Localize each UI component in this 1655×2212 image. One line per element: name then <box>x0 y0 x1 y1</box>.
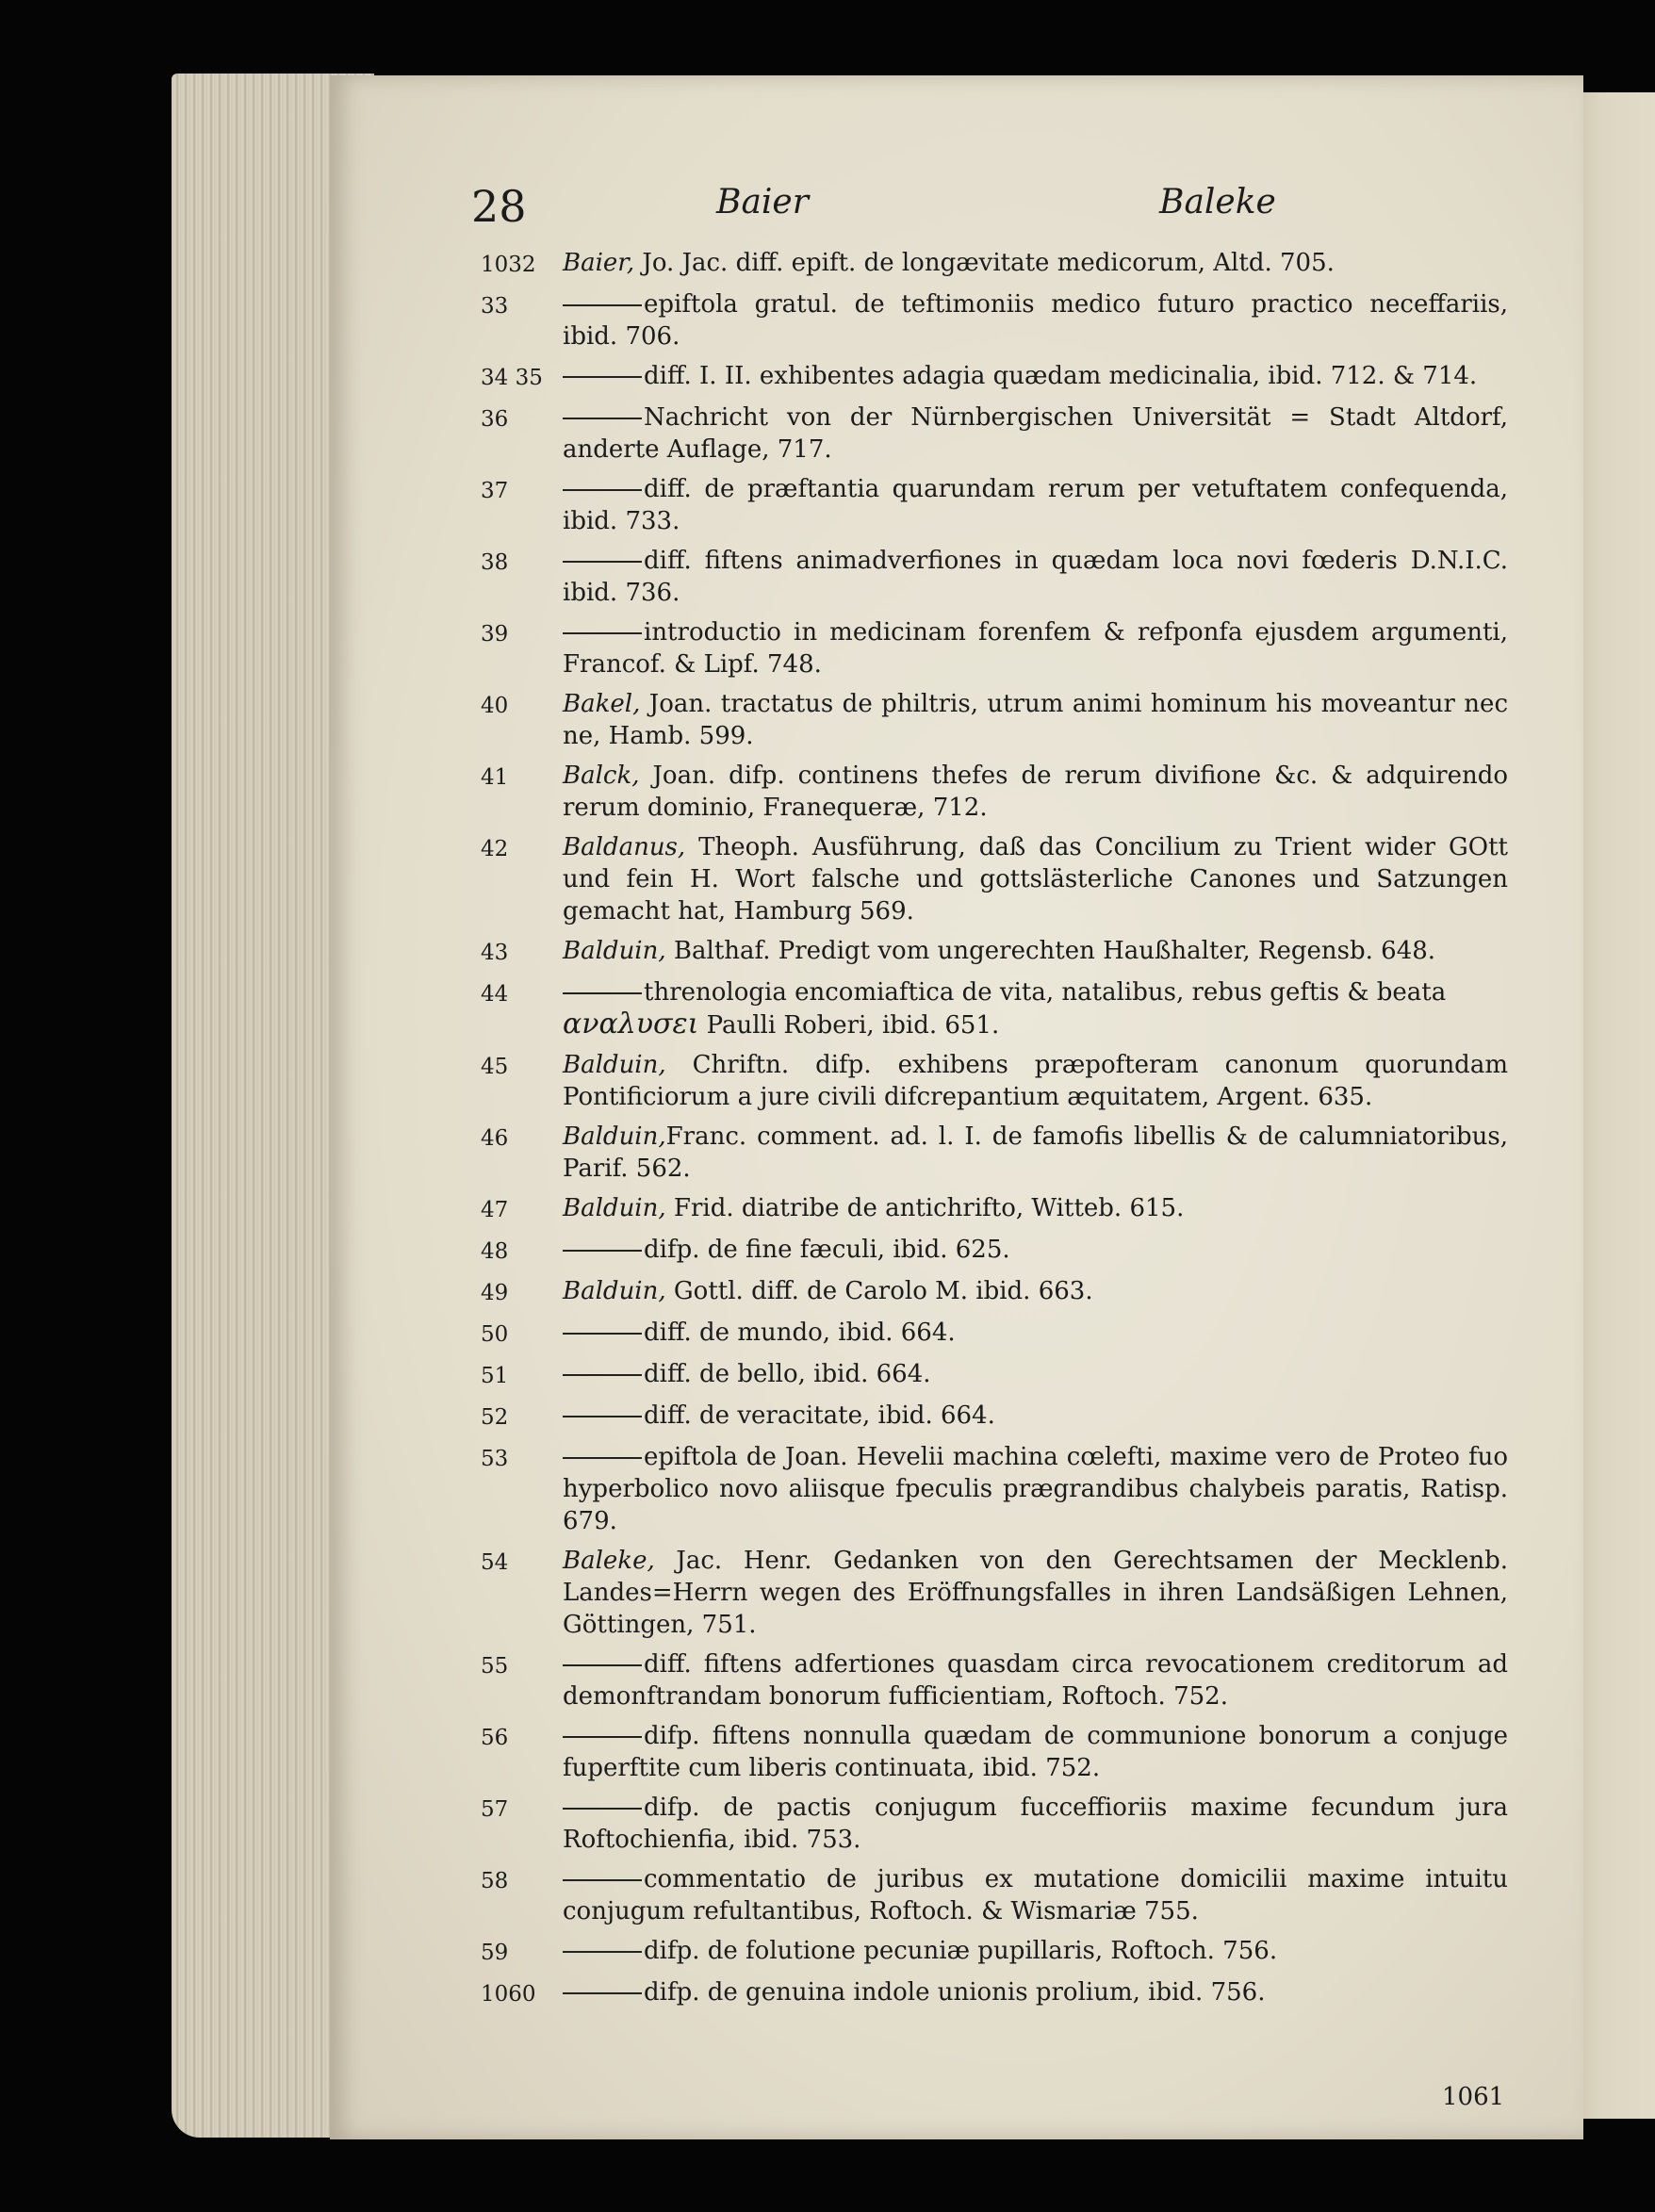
entry-text <box>563 288 1508 352</box>
ditto-dash <box>563 1333 642 1335</box>
list-item <box>481 1648 1508 1712</box>
entry-number: 55 <box>481 1654 509 1679</box>
entry-text <box>563 616 1508 680</box>
list-item <box>481 1192 1508 1226</box>
list-item <box>481 247 1508 281</box>
entry-title: difp. de folutione pecuniæ pupillaris, Roftoch. 756. <box>644 1937 1278 1965</box>
entry-title: difp. de pactis conjugum fucceffioriis maxime fecundum jura Roftochienfia, ibid. 753. <box>563 1794 1508 1854</box>
entry-title: diff. de veracitate, ibid. 664. <box>644 1401 995 1430</box>
list-item <box>481 360 1508 394</box>
entry-text <box>563 247 1508 279</box>
entry-text <box>563 360 1508 392</box>
entry-number: 39 <box>481 622 509 647</box>
entry-number: 42 <box>481 837 509 861</box>
ditto-dash <box>563 1416 642 1417</box>
entry-number: 1032 <box>481 253 536 277</box>
list-item <box>481 688 1508 752</box>
entry-text <box>563 1545 1508 1641</box>
page-number: 28 <box>471 181 527 232</box>
entry-number: 58 <box>481 1869 509 1893</box>
entry-title: Joan. tractatus de philtris, utrum animi hominum his moveantur nec ne, Hamb. 599. <box>563 690 1508 750</box>
author-name: Baleke, <box>563 1547 655 1575</box>
entry-title: Frid. diatribe de antichrifto, Witteb. 615. <box>665 1194 1185 1222</box>
ditto-dash <box>563 1808 642 1810</box>
entry-number: 36 <box>481 407 509 432</box>
entry-title: commentatio de juribus ex mutatione domicilii maxime intuitu conjugum refultantibus, Roftoch. & Wismariæ 755. <box>563 1865 1508 1925</box>
ditto-dash <box>563 1951 642 1953</box>
entry-title: threnologia encomiaftica de vita, natalibus, rebus geftis & beata <box>644 978 1447 1007</box>
running-head-left: Baier <box>716 183 809 221</box>
entry-number: 51 <box>481 1364 509 1388</box>
entry-title: Gottl. diff. de Carolo M. ibid. 663. <box>665 1277 1093 1305</box>
entry-text <box>563 1976 1508 2008</box>
entry-text <box>563 1792 1508 1856</box>
author-name: Baier, <box>563 249 635 277</box>
entry-title: Jo. Jac. diff. epift. de longævitate medicorum, Altd. 705. <box>634 249 1335 277</box>
entry-title: Franc. comment. ad. l. I. de famofis libellis & de calumniatoribus, Parif. 562. <box>563 1122 1508 1183</box>
entry-text <box>563 1317 1508 1349</box>
list-item <box>481 976 1508 1041</box>
entry-text <box>563 1648 1508 1712</box>
entry-number: 1060 <box>481 1982 536 2007</box>
entry-title: introductio in medicinam forenfem & refponfa ejusdem argumenti, Francof. & Lipf. 748. <box>563 618 1508 679</box>
entry-title: difp. de fine fæculi, ibid. 625. <box>644 1236 1010 1264</box>
entry-text <box>563 1358 1508 1390</box>
entry-text <box>563 401 1508 466</box>
ditto-dash <box>563 489 642 491</box>
ditto-dash <box>563 561 642 563</box>
entry-text <box>563 935 1508 967</box>
ditto-dash <box>563 1374 642 1376</box>
entry-text <box>563 1234 1508 1266</box>
entry-title: difp. de genuina indole unionis prolium, ibid. 756. <box>644 1978 1266 2007</box>
entry-title: diff. de mundo, ibid. 664. <box>644 1319 956 1347</box>
entry-title-continued: Paulli Roberi, ibid. 651. <box>698 1011 1000 1040</box>
running-head-right: Baleke <box>1159 183 1276 221</box>
greek-word: αναλυσει <box>563 1008 699 1040</box>
author-name: Balck, <box>563 762 640 790</box>
author-name: Bakel, <box>563 690 641 718</box>
entry-title: diff. I. II. exhibentes adagia quædam medicinalia, ibid. 712. & 714. <box>644 362 1478 390</box>
entry-text <box>563 1400 1508 1432</box>
entry-text <box>563 688 1508 752</box>
author-name: Balduin, <box>563 1277 666 1305</box>
entry-number: 33 <box>481 294 509 319</box>
entry-title: Balthaf. Predigt vom ungerechten Haußhalter, Regensb. 648. <box>665 937 1436 965</box>
ditto-dash <box>563 1879 642 1881</box>
list-item <box>481 1275 1508 1309</box>
ditto-dash <box>563 1992 642 1994</box>
list-item <box>481 1976 1508 2010</box>
author-name: Baldanus, <box>563 833 686 861</box>
entry-number: 54 <box>481 1550 509 1575</box>
entry-number: 57 <box>481 1797 509 1822</box>
list-item <box>481 1545 1508 1641</box>
entry-number: 48 <box>481 1239 509 1264</box>
entry-number: 47 <box>481 1198 509 1222</box>
entry-text <box>563 1720 1508 1784</box>
ditto-dash <box>563 418 642 419</box>
author-name: Balduin, <box>563 1051 666 1079</box>
entry-text <box>563 976 1508 1041</box>
list-item <box>481 1121 1508 1185</box>
list-item <box>481 1792 1508 1856</box>
entry-text <box>563 1275 1508 1307</box>
entry-number: 37 <box>481 479 509 503</box>
catchword: 1061 <box>1442 2083 1505 2111</box>
entry-text <box>563 1935 1508 1967</box>
entry-number: 43 <box>481 941 509 965</box>
entry-number: 34 35 <box>481 366 543 390</box>
ditto-dash <box>563 992 642 994</box>
entry-number: 45 <box>481 1055 509 1079</box>
ditto-dash <box>563 632 642 634</box>
entry-title: difp. fiftens nonnulla quædam de communione bonorum a conjuge fuperftite cum liberis continuata, ibid. 752. <box>563 1722 1508 1782</box>
entry-title: Chriftn. difp. exhibens præpofteram canonum quorundam Pontificiorum a jure civili difcrepantium æquitatem, Argent. 635. <box>563 1051 1508 1111</box>
list-item <box>481 760 1508 824</box>
list-item <box>481 1441 1508 1537</box>
entry-number: 44 <box>481 982 509 1007</box>
bibliography-list <box>481 247 1508 2018</box>
entry-title: epiftola de Joan. Hevelii machina cœlefti, maxime vero de Proteo fuo hyperbolico novo aliisque fpeculis prægrandibus chalybeis paratis, Ratisp. 679. <box>563 1443 1508 1535</box>
ditto-dash <box>563 1736 642 1738</box>
entry-number: 46 <box>481 1126 509 1151</box>
entry-text <box>563 1192 1508 1224</box>
ditto-dash <box>563 304 642 306</box>
list-item <box>481 1935 1508 1969</box>
entry-title: epiftola gratul. de teftimoniis medico futuro practico neceffariis, ibid. 706. <box>563 290 1508 351</box>
ditto-dash <box>563 376 642 378</box>
entry-number: 38 <box>481 550 509 575</box>
author-name: Balduin, <box>563 1194 666 1222</box>
entry-text <box>563 760 1508 824</box>
list-item <box>481 935 1508 969</box>
entry-text <box>563 473 1508 537</box>
entry-text <box>563 831 1508 927</box>
entry-title: Joan. difp. continens thefes de rerum divifione &c. & adquirendo rerum dominio, Franequeræ, 712. <box>563 762 1508 822</box>
entry-title: Jac. Henr. Gedanken von den Gerechtsamen der Mecklenb. Landes=Herrn wegen des Eröffnungsfalles in ihren Landsäßigen Lehnen, Göttingen, 751. <box>563 1547 1508 1639</box>
list-item <box>481 1317 1508 1351</box>
list-item <box>481 1720 1508 1784</box>
list-item <box>481 1358 1508 1392</box>
list-item <box>481 616 1508 680</box>
entry-title: Nachricht von der Nürnbergischen Universität = Stadt Altdorf, anderte Auflage, 717. <box>563 403 1508 464</box>
entry-text <box>563 1049 1508 1113</box>
author-name: Balduin, <box>563 937 666 965</box>
ditto-dash <box>563 1457 642 1459</box>
author-name: Balduin, <box>563 1122 666 1151</box>
entry-number: 53 <box>481 1447 509 1471</box>
list-item <box>481 1863 1508 1927</box>
entry-title: Theoph. Ausführung, daß das Concilium zu Trient wider GOtt und fein H. Wort falsche und gottslästerliche Canones und Satzungen gemacht hat, Hamburg 569. <box>563 833 1508 926</box>
entry-title: diff. de bello, ibid. 664. <box>644 1360 931 1388</box>
entry-title: diff. de præftantia quarundam rerum per vetuftatem confequenda, ibid. 733. <box>563 475 1508 535</box>
entry-number: 59 <box>481 1941 509 1965</box>
list-item <box>481 1049 1508 1113</box>
list-item <box>481 1234 1508 1268</box>
entry-title: diff. fiftens animadverfiones in quædam loca novi fœderis D.N.I.C. ibid. 736. <box>563 547 1508 607</box>
entry-number: 40 <box>481 694 509 718</box>
page-header <box>330 181 1583 247</box>
entry-number: 50 <box>481 1322 509 1347</box>
entry-text <box>563 1121 1508 1185</box>
list-item <box>481 1400 1508 1434</box>
entry-number: 49 <box>481 1281 509 1305</box>
book-page <box>330 75 1583 2139</box>
entry-title: diff. fiftens adfertiones quasdam circa revocationem creditorum ad demonftrandam bonorum fufficientiam, Roftoch. 752. <box>563 1650 1508 1711</box>
entry-text <box>563 1863 1508 1927</box>
entry-text <box>563 1441 1508 1537</box>
entry-number: 56 <box>481 1726 509 1750</box>
entry-text <box>563 545 1508 609</box>
entry-number: 41 <box>481 765 509 790</box>
ditto-dash <box>563 1664 642 1666</box>
entry-number: 52 <box>481 1405 509 1430</box>
list-item <box>481 831 1508 927</box>
list-item <box>481 288 1508 352</box>
list-item <box>481 545 1508 609</box>
list-item <box>481 473 1508 537</box>
ditto-dash <box>563 1250 642 1252</box>
list-item <box>481 401 1508 466</box>
